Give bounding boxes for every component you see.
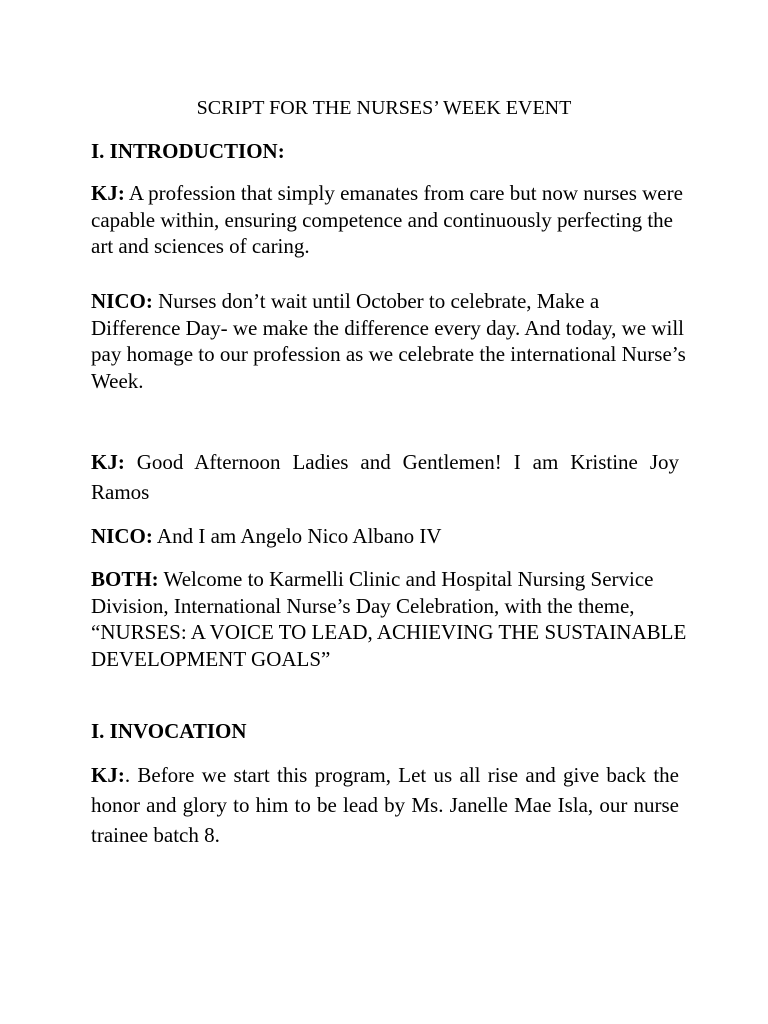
paragraph-kj-intro [91, 180, 691, 260]
paragraph-text: . Before we start this program, Let us all rise and give back the honor and glory to him to be lead by Ms. Janelle Mae Isla, our nurse trainee batch 8. [91, 763, 679, 847]
document-title: SCRIPT FOR THE NURSES’ WEEK EVENT [196, 97, 572, 119]
paragraph-text: Nurses don’t wait until October to celebrate, Make a Difference Day- we make the difference every day. And today, we will pay homage to our profession as we celebrate the international Nurse’s Week. [91, 289, 686, 393]
paragraph-nico-intro [91, 288, 691, 394]
paragraph-kj-greeting [91, 447, 679, 507]
speaker-label: KJ: [91, 181, 125, 205]
speaker-label: NICO: [91, 524, 153, 548]
speaker-label: KJ: [91, 763, 125, 787]
paragraph-text: Good Afternoon Ladies and Gentlemen! I am Kristine Joy Ramos [91, 450, 679, 504]
speaker-label: NICO: [91, 289, 153, 313]
paragraph-text: And I am Angelo Nico Albano IV [152, 524, 442, 548]
paragraph-kj-invocation [91, 760, 679, 850]
paragraph-text: A profession that simply emanates from care but now nurses were capable within, ensuring competence and continuously perfecting the art and sciences of caring. [91, 181, 683, 258]
section-heading-invocation: I. INVOCATION [91, 719, 247, 743]
paragraph-nico-greeting [91, 523, 691, 550]
paragraph-text: Welcome to Karmelli Clinic and Hospital Nursing Service Division, International Nurse’s Day Celebration, with the theme, “NURSES: A VOICE TO LEAD, ACHIEVING THE SUSTAINABLE DEVELOPMENT GOALS” [91, 567, 687, 671]
section-heading-introduction: I. INTRODUCTION: [91, 139, 285, 163]
speaker-label: BOTH: [91, 567, 159, 591]
speaker-label: KJ: [91, 450, 125, 474]
paragraph-both-welcome [91, 566, 691, 672]
